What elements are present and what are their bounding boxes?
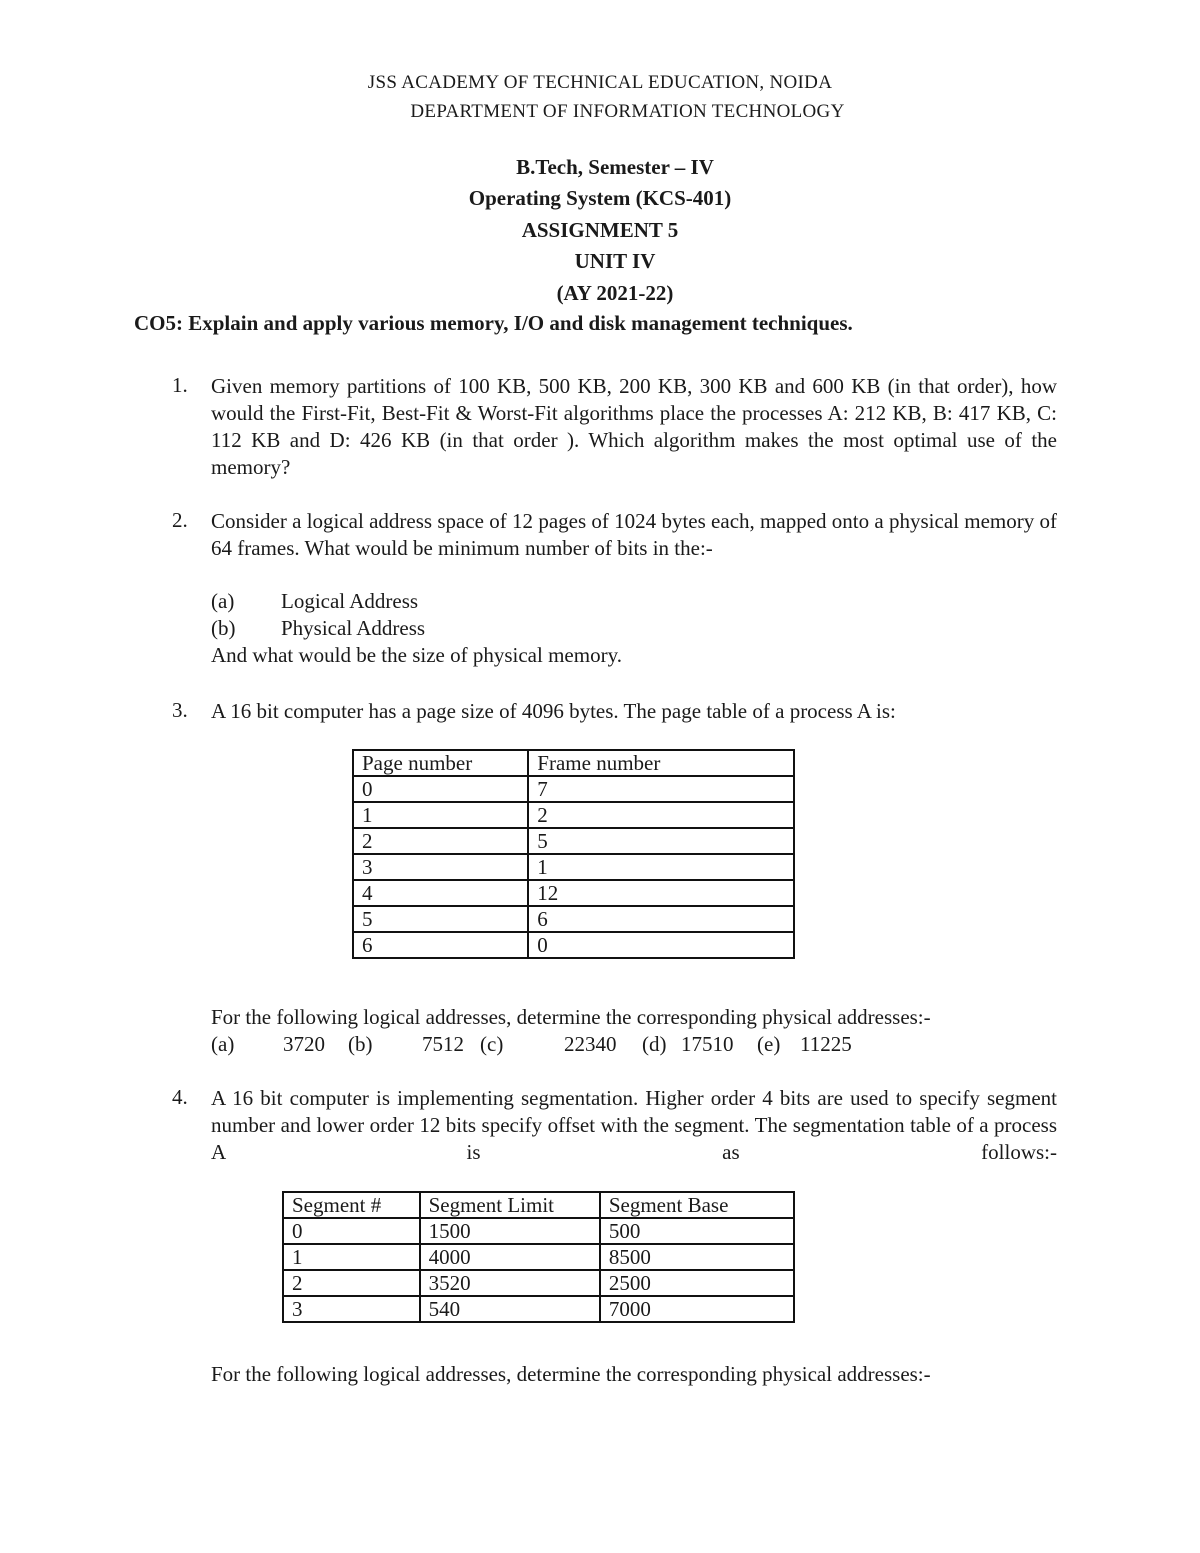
table-row — [353, 932, 794, 958]
table-cell: 3 — [353, 854, 528, 880]
table-cell: 2 — [353, 828, 528, 854]
table-row — [353, 854, 794, 880]
part-b-text: Physical Address — [281, 616, 426, 640]
address-c-label: (c) — [480, 1032, 504, 1056]
assignment-title: ASSIGNMENT 5 — [521, 218, 679, 242]
table-row — [353, 906, 794, 932]
table-row — [283, 1244, 794, 1270]
unit-title: UNIT IV — [574, 249, 656, 273]
table-cell: 4 — [353, 880, 528, 906]
address-c-value: 22340 — [564, 1032, 617, 1056]
table-cell: 7 — [528, 776, 794, 802]
table-header-cell: Segment # — [283, 1192, 420, 1218]
table-row — [283, 1270, 794, 1296]
table-row — [283, 1218, 794, 1244]
part-a-text: Logical Address — [281, 589, 419, 613]
part-b-label: (b) — [211, 616, 236, 640]
table-header-cell: Frame number — [528, 750, 794, 776]
question-1-number: 1. — [172, 373, 188, 397]
address-d-value: 17510 — [681, 1032, 734, 1056]
table-cell: 1 — [353, 802, 528, 828]
part-a-label: (a) — [211, 589, 235, 613]
table-cell: 2500 — [600, 1270, 794, 1296]
table-row — [353, 802, 794, 828]
table-cell: 0 — [353, 776, 528, 802]
question-2-part-b — [211, 616, 425, 641]
question-3-addresses — [211, 1032, 852, 1057]
address-e-label: (e) — [757, 1032, 781, 1056]
table-header-cell: Page number — [353, 750, 528, 776]
table-row — [283, 1296, 794, 1322]
course-title: Operating System (KCS-401) — [468, 186, 732, 210]
question-4-number: 4. — [172, 1085, 188, 1109]
table-cell: 8500 — [600, 1244, 794, 1270]
table-cell: 2 — [283, 1270, 420, 1296]
table-row — [353, 828, 794, 854]
table-cell: 4000 — [420, 1244, 600, 1270]
address-a-value: 3720 — [283, 1032, 325, 1056]
question-3-text: A 16 bit computer has a page size of 4096 bytes. The page table of a process A is: — [211, 699, 896, 723]
table-header-cell: Segment Base — [600, 1192, 794, 1218]
address-d-label: (d) — [642, 1032, 667, 1056]
question-2-part-a — [211, 589, 418, 614]
table-cell: 12 — [528, 880, 794, 906]
course-outcome: CO5: Explain and apply various memory, I/O and disk management techniques. — [134, 311, 853, 335]
table-cell: 6 — [353, 932, 528, 958]
address-b-label: (b) — [348, 1032, 373, 1056]
table-row — [353, 776, 794, 802]
question-3-number: 3. — [172, 698, 188, 722]
table-header-row — [283, 1192, 794, 1218]
department-name: DEPARTMENT OF INFORMATION TECHNOLOGY — [410, 101, 845, 122]
table-cell: 2 — [528, 802, 794, 828]
question-2-text: Consider a logical address space of 12 pages of 1024 bytes each, mapped onto a physical memory of 64 frames. What would be minimum number of bits in the:- — [211, 509, 1057, 560]
address-e-value: 11225 — [800, 1032, 852, 1056]
question-1-text: Given memory partitions of 100 KB, 500 KB, 200 KB, 300 KB and 600 KB (in that order), how would the First-Fit, Best-Fit & Worst-Fit algorithms place the processes A: 212 KB, B: 417 KB, C: 112 KB and D: 426 KB (in that order ). Which algorithm makes the most optimal use of the memory? — [211, 374, 1057, 479]
academic-year: (AY 2021-22) — [556, 281, 674, 305]
question-3-after: For the following logical addresses, determine the corresponding physical addresses:- — [211, 1005, 931, 1029]
address-b-value: 7512 — [422, 1032, 464, 1056]
table-cell: 1 — [528, 854, 794, 880]
table-cell: 1 — [283, 1244, 420, 1270]
page-table — [352, 749, 795, 959]
question-4-after: For the following logical addresses, determine the corresponding physical addresses:- — [211, 1362, 931, 1386]
table-cell: 5 — [353, 906, 528, 932]
question-2-number: 2. — [172, 508, 188, 532]
table-cell: 540 — [420, 1296, 600, 1322]
institute-name: JSS ACADEMY OF TECHNICAL EDUCATION, NOIDA — [367, 72, 833, 93]
table-cell: 3 — [283, 1296, 420, 1322]
segment-table — [282, 1191, 795, 1323]
table-cell: 5 — [528, 828, 794, 854]
question-4-text: A 16 bit computer is implementing segmentation. Higher order 4 bits are used to specify segment number and lower order 12 bits specify offset with the segment. The segmentation table of a process A is as follows:- — [211, 1086, 1057, 1164]
table-cell: 1500 — [420, 1218, 600, 1244]
table-header-cell: Segment Limit — [420, 1192, 600, 1218]
table-cell: 3520 — [420, 1270, 600, 1296]
table-cell: 500 — [600, 1218, 794, 1244]
table-cell: 7000 — [600, 1296, 794, 1322]
table-header-row — [353, 750, 794, 776]
table-row — [353, 880, 794, 906]
question-2-followup: And what would be the size of physical memory. — [211, 643, 622, 667]
table-cell: 6 — [528, 906, 794, 932]
program-semester: B.Tech, Semester – IV — [516, 155, 714, 179]
table-cell: 0 — [283, 1218, 420, 1244]
address-a-label: (a) — [211, 1032, 235, 1056]
table-cell: 0 — [528, 932, 794, 958]
